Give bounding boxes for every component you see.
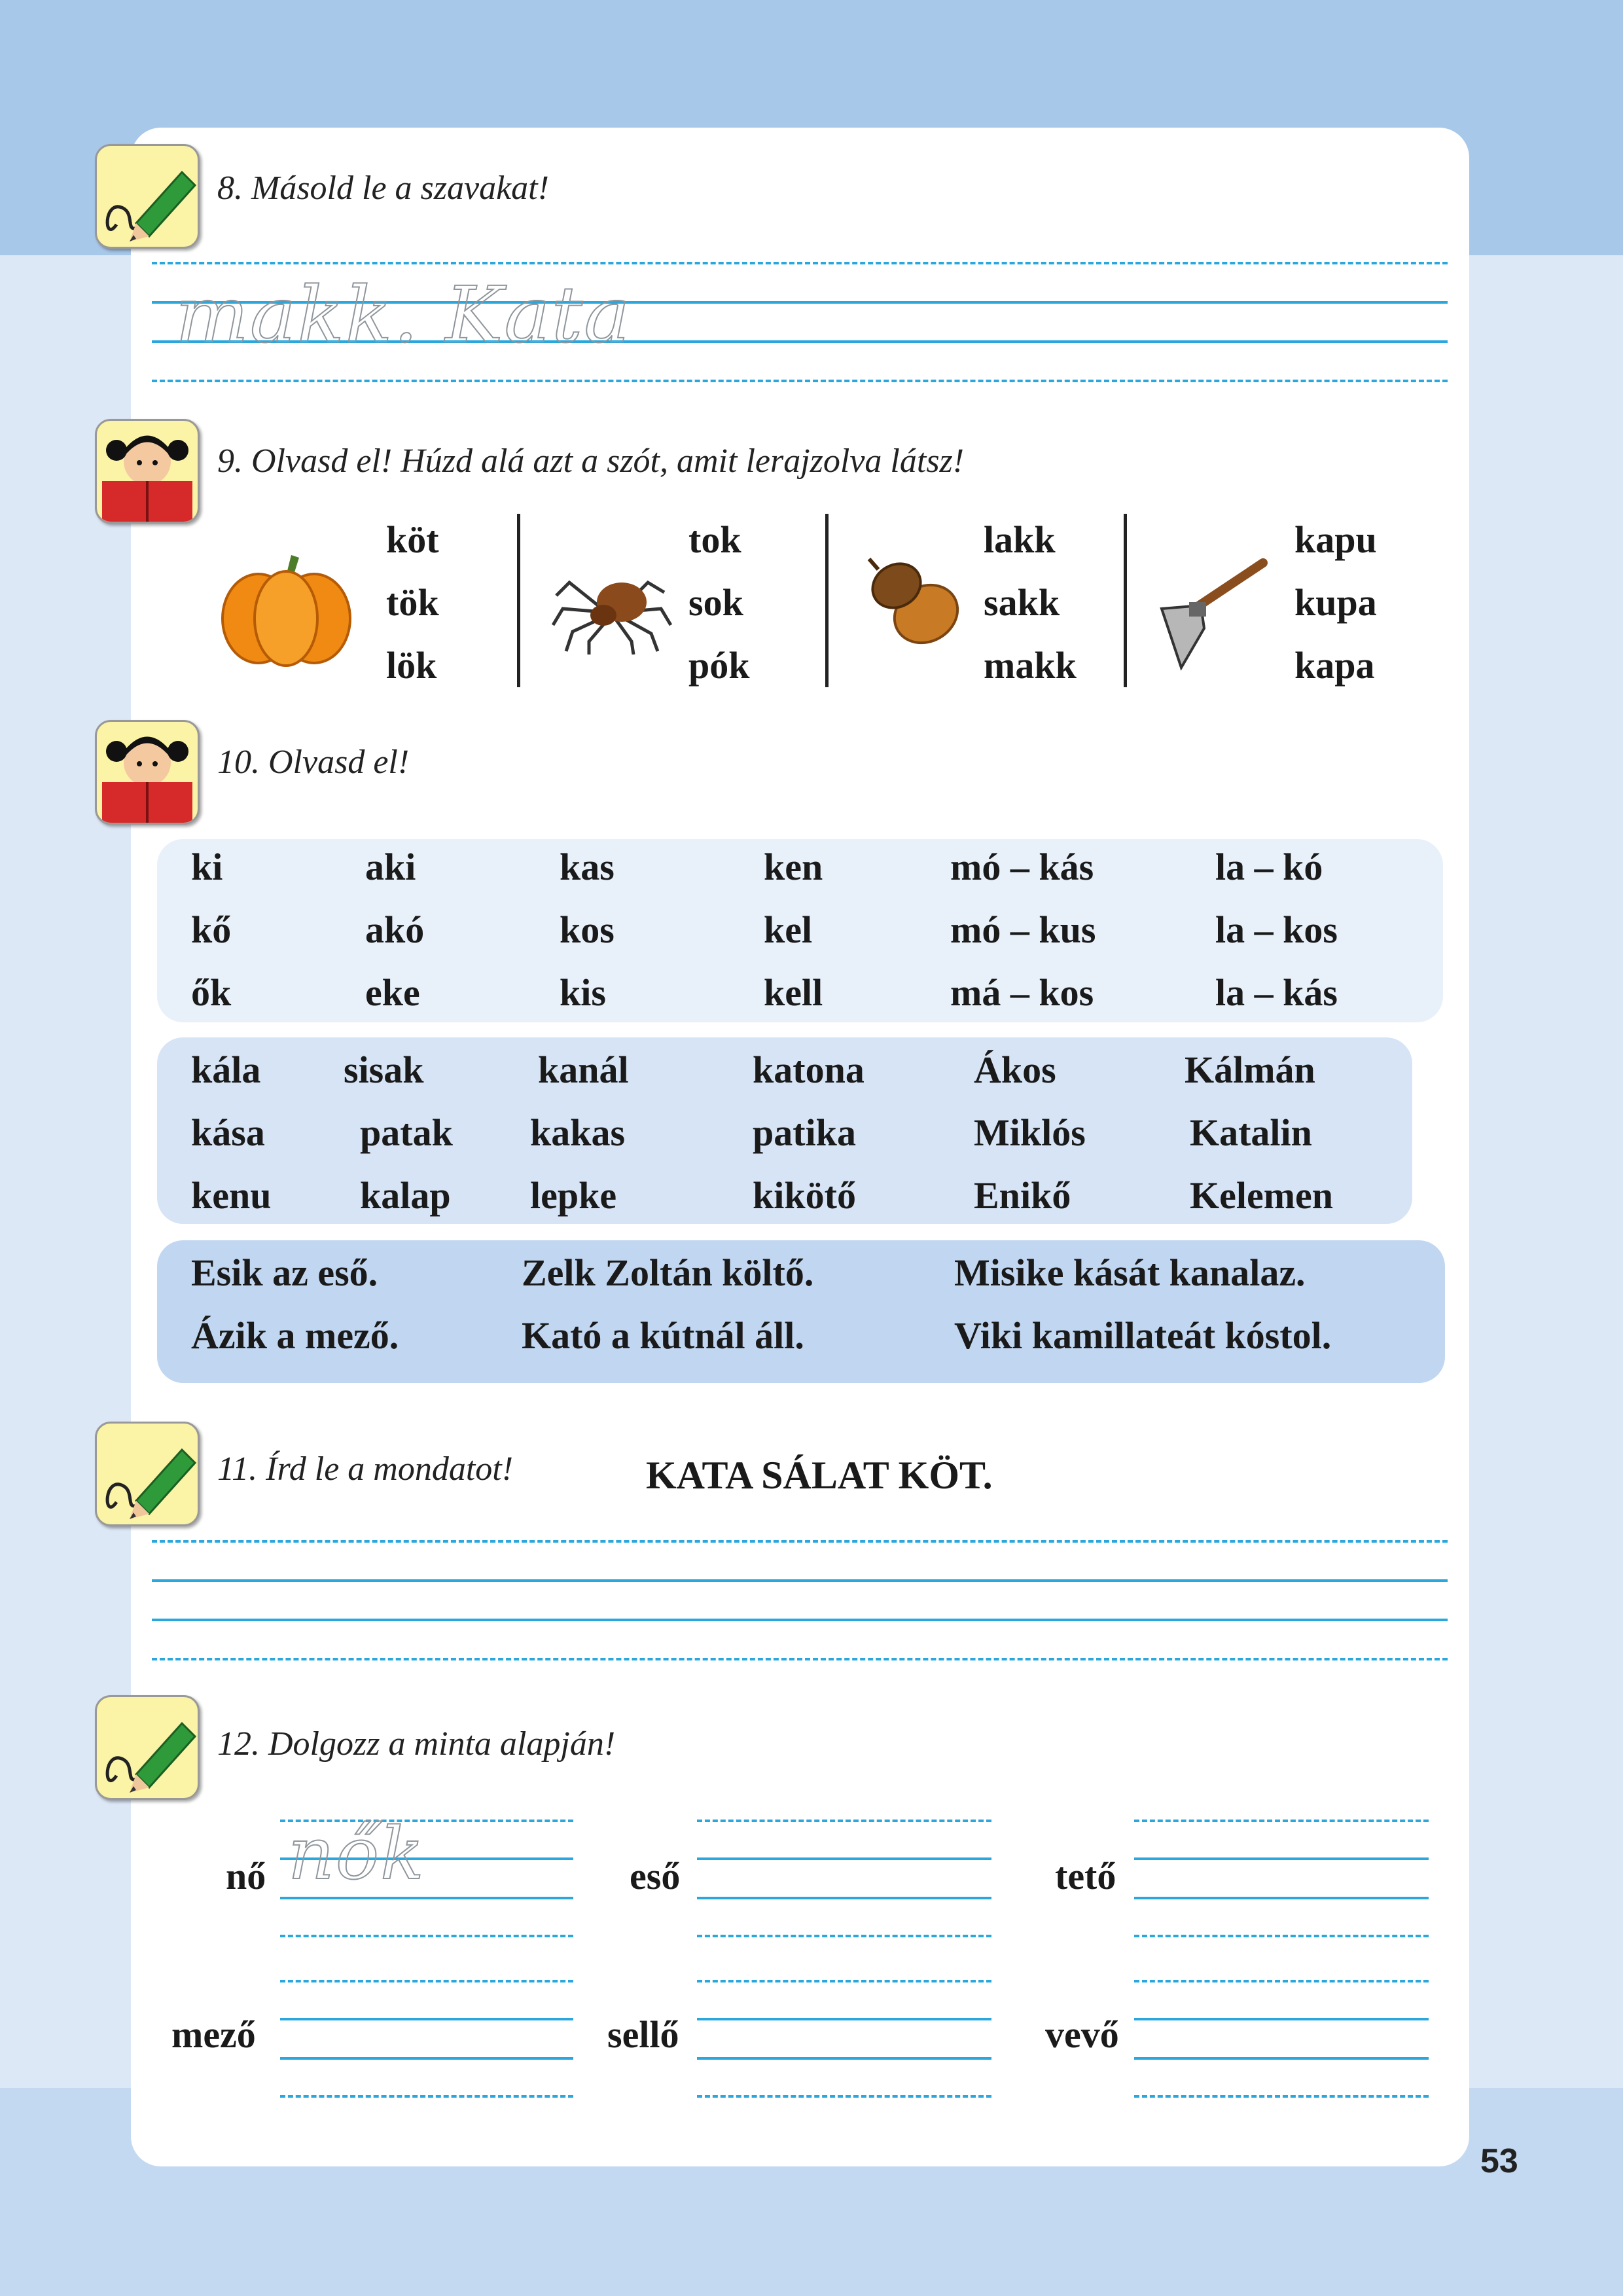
reading-sentence: Misike kását kanalaz.: [954, 1251, 1306, 1294]
panel2-col-5: [974, 1039, 1086, 1227]
reading-word: Katalin: [1190, 1111, 1312, 1154]
base-word-label: vevő: [1045, 2013, 1119, 2056]
reading-word: kála: [191, 1049, 261, 1091]
answer-lines[interactable]: [280, 1980, 573, 2098]
panel3-col-3: [954, 1242, 1331, 1367]
task-11-sentence: KATA SÁLAT KÖT.: [646, 1454, 993, 1497]
reading-word: Kelemen: [1190, 1174, 1334, 1217]
reading-child-icon: [95, 419, 200, 524]
reading-word: Ákos: [974, 1049, 1056, 1091]
reading-word: ők: [191, 971, 232, 1014]
task-8-sample-word: makk. Kata: [175, 270, 632, 360]
acorn-icon: [864, 556, 962, 648]
writing-pencil-icon: [95, 144, 200, 249]
panel1-col-3: [560, 836, 615, 1024]
reading-word: kel: [764, 908, 813, 951]
panel3-col-2: [522, 1242, 813, 1367]
panel3-col-1: [191, 1242, 399, 1367]
reading-sentence: Kató a kútnál áll.: [522, 1314, 804, 1357]
hoe-icon: [1155, 556, 1273, 671]
task-8-title: 8. Másold le a szavakat!: [217, 170, 549, 207]
task-9-group-2: [688, 509, 750, 697]
reading-word: akó: [365, 908, 425, 951]
reading-word: kikötő: [753, 1174, 856, 1217]
answer-lines[interactable]: [697, 1820, 991, 1937]
task-11-writing-lines[interactable]: [152, 1540, 1448, 1661]
column-divider: [1124, 514, 1127, 687]
task-11-title: 11. Írd le a mondatot!: [217, 1450, 514, 1488]
reading-word: kas: [560, 846, 615, 888]
panel2-col-1: [191, 1039, 272, 1227]
panel2-col-3: [530, 1039, 629, 1227]
task-9-group-3: [984, 509, 1077, 697]
spider-icon: [550, 569, 674, 655]
task-12-title: 12. Dolgozz a minta alapján!: [217, 1725, 616, 1763]
reading-word: katona: [753, 1049, 865, 1091]
task-10-title: 10. Olvasd el!: [217, 744, 410, 781]
reading-child-icon: [95, 720, 200, 825]
word-option[interactable]: makk: [984, 644, 1077, 687]
panel1-col-5: [950, 836, 1096, 1024]
panel1-col-2: [365, 836, 424, 1024]
base-word-label: mező: [171, 2013, 256, 2056]
reading-word: kos: [560, 908, 615, 951]
panel2-col-4: [753, 1039, 865, 1227]
base-word-label: eső: [630, 1855, 681, 1897]
base-word-label: sellő: [607, 2013, 679, 2056]
reading-word: kanál: [538, 1049, 629, 1091]
reading-word: Miklós: [974, 1111, 1086, 1154]
reading-word: la – kos: [1215, 908, 1338, 951]
reading-word: sisak: [344, 1049, 424, 1091]
reading-word: lepke: [530, 1174, 617, 1217]
word-option[interactable]: kapa: [1294, 644, 1375, 687]
reading-word: kő: [191, 908, 232, 951]
word-option[interactable]: sok: [688, 581, 743, 624]
word-option[interactable]: lakk: [984, 518, 1056, 561]
task-9-group-4: [1294, 509, 1377, 697]
reading-sentence: Viki kamillateát kóstol.: [954, 1314, 1332, 1357]
column-divider: [825, 514, 829, 687]
panel1-col-4: [764, 836, 823, 1024]
reading-sentence: Esik az eső.: [191, 1251, 378, 1294]
reading-word: mó – kus: [950, 908, 1096, 951]
word-option[interactable]: kapu: [1294, 518, 1377, 561]
answer-lines[interactable]: [1134, 1980, 1429, 2098]
base-word-label: nő: [226, 1855, 266, 1897]
panel2-col-6: [1185, 1039, 1333, 1227]
reading-word: kis: [560, 971, 606, 1014]
panel2-col-2: [344, 1039, 453, 1227]
base-word-label: tető: [1055, 1855, 1116, 1897]
word-option[interactable]: köt: [386, 518, 439, 561]
task-9-group-1: [386, 509, 439, 697]
reading-word: la – kás: [1215, 971, 1338, 1014]
reading-word: kell: [764, 971, 823, 1014]
reading-word: aki: [365, 846, 416, 888]
reading-word: ki: [191, 846, 223, 888]
reading-word: kása: [191, 1111, 265, 1154]
reading-word: kenu: [191, 1174, 272, 1217]
writing-pencil-icon: [95, 1695, 200, 1800]
task-9-title: 9. Olvasd el! Húzd alá azt a szót, amit lerajzolva látsz!: [217, 442, 965, 480]
panel1-col-1: [191, 836, 231, 1024]
reading-word: eke: [365, 971, 420, 1014]
reading-word: Enikő: [974, 1174, 1071, 1217]
word-option[interactable]: sakk: [984, 581, 1060, 624]
word-option[interactable]: lök: [386, 644, 437, 687]
reading-word: Kálmán: [1185, 1049, 1315, 1091]
task-12-sample-word: nők: [288, 1812, 425, 1895]
word-option[interactable]: tok: [688, 518, 741, 561]
column-divider: [517, 514, 520, 687]
reading-word: má – kos: [950, 971, 1094, 1014]
word-option[interactable]: kupa: [1294, 581, 1377, 624]
word-option[interactable]: tök: [386, 581, 439, 624]
reading-word: kakas: [530, 1111, 626, 1154]
panel1-col-6: [1215, 836, 1338, 1024]
reading-word: patak: [360, 1111, 453, 1154]
answer-lines[interactable]: [1134, 1820, 1429, 1937]
reading-word: la – kó: [1215, 846, 1323, 888]
page-number: 53: [1480, 2142, 1518, 2180]
reading-sentence: Ázik a mező.: [191, 1314, 399, 1357]
reading-word: patika: [753, 1111, 856, 1154]
reading-word: mó – kás: [950, 846, 1094, 888]
reading-word: kalap: [360, 1174, 451, 1217]
writing-pencil-icon: [95, 1422, 200, 1526]
answer-lines[interactable]: [697, 1980, 991, 2098]
word-option[interactable]: pók: [688, 644, 750, 687]
reading-word: ken: [764, 846, 823, 888]
pumpkin-icon: [219, 550, 353, 668]
reading-sentence: Zelk Zoltán költő.: [522, 1251, 814, 1294]
